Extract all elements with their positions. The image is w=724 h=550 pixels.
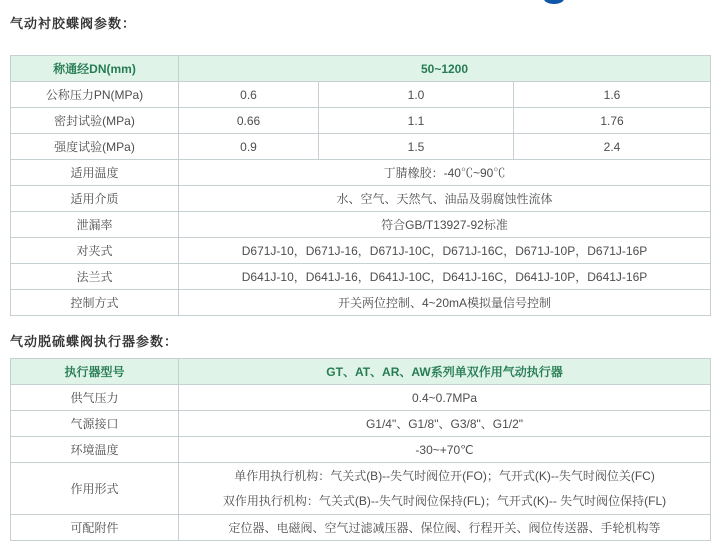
row-label: 控制方式 [11, 290, 179, 316]
table-cell: 丁腈橡胶：-40℃~90℃ [179, 160, 711, 186]
row-label: 气源接口 [11, 411, 179, 437]
section-title-actuator: 气动脱硫蝶阀执行器参数： [10, 334, 179, 349]
table-row [11, 186, 711, 212]
table-row [11, 212, 711, 238]
table-cell: 符合GB/T13927-92标准 [179, 212, 711, 238]
table-row [11, 264, 711, 290]
row-label: 法兰式 [11, 264, 179, 290]
row-label: 适用温度 [11, 160, 179, 186]
lined-valve-spec-table [10, 55, 711, 316]
table-cell: 1.6 [514, 82, 711, 108]
row-label: 供气压力 [11, 385, 179, 411]
table-row [11, 515, 711, 541]
row-label: 公称压力PN(MPa) [11, 82, 179, 108]
cropped-logo-arc [544, 0, 564, 4]
table-cell: 2.4 [514, 134, 711, 160]
table-row [11, 359, 711, 385]
table-row [11, 411, 711, 437]
double-action-line: 双作用执行机构：气关式(B)--失气时阀位保持(FL)；气开式(K)-- 失气时阀位保持(FL) [222, 493, 667, 508]
table-cell: 水、空气、天然气、油品及弱腐蚀性流体 [179, 186, 711, 212]
table-cell: -30~+70℃ [179, 437, 711, 463]
table-cell: 1.0 [319, 82, 514, 108]
actuator-spec-table [10, 358, 711, 541]
table-row [11, 82, 711, 108]
row-label: 执行器型号 [11, 359, 179, 385]
table-cell: 1.5 [319, 134, 514, 160]
table-row [11, 160, 711, 186]
table-cell: 0.9 [179, 134, 319, 160]
table-row [11, 134, 711, 160]
row-label: 可配附件 [11, 515, 179, 541]
table-cell: 1.76 [514, 108, 711, 134]
table-cell: 开关两位控制、4~20mA模拟量信号控制 [179, 290, 711, 316]
table-cell: 1.1 [319, 108, 514, 134]
table-cell: D671J-10，D671J-16，D671J-10C，D671J-16C，D671J-10P，D671J-16P [179, 238, 711, 264]
table-cell: 定位器、电磁阀、空气过滤减压器、保位阀、行程开关、阀位传送器、手轮机构等 [179, 515, 711, 541]
row-label: 强度试验(MPa) [11, 134, 179, 160]
row-label: 密封试验(MPa) [11, 108, 179, 134]
row-label: 作用形式 [11, 463, 179, 515]
row-label: 适用介质 [11, 186, 179, 212]
table-row [11, 56, 711, 82]
table-cell: G1/4"、G1/8"、G3/8"、G1/2" [179, 411, 711, 437]
row-label: 环境温度 [11, 437, 179, 463]
table-row [11, 238, 711, 264]
row-label: 泄漏率 [11, 212, 179, 238]
table-row [11, 290, 711, 316]
table-row [11, 385, 711, 411]
row-label: 称通经DN(mm) [11, 56, 179, 82]
actuator-series-value: GT、AT、AR、AW系列单双作用气动执行器 [179, 359, 711, 385]
row-label: 对夹式 [11, 238, 179, 264]
table-cell: 0.66 [179, 108, 319, 134]
table-row [11, 437, 711, 463]
table-row [11, 463, 711, 515]
action-mode-cell [179, 463, 711, 515]
section-title-lined-valve: 气动衬胶蝶阀参数： [10, 16, 137, 31]
table-cell: 0.6 [179, 82, 319, 108]
dn-range-value: 50~1200 [179, 56, 711, 82]
table-row [11, 108, 711, 134]
single-action-line: 单作用执行机构：气关式(B)--失气时阀位开(FO)；气开式(K)--失气时阀位关(FC) [234, 468, 655, 483]
table-cell: 0.4~0.7MPa [179, 385, 711, 411]
table-cell: D641J-10，D641J-16，D641J-10C，D641J-16C，D641J-10P，D641J-16P [179, 264, 711, 290]
